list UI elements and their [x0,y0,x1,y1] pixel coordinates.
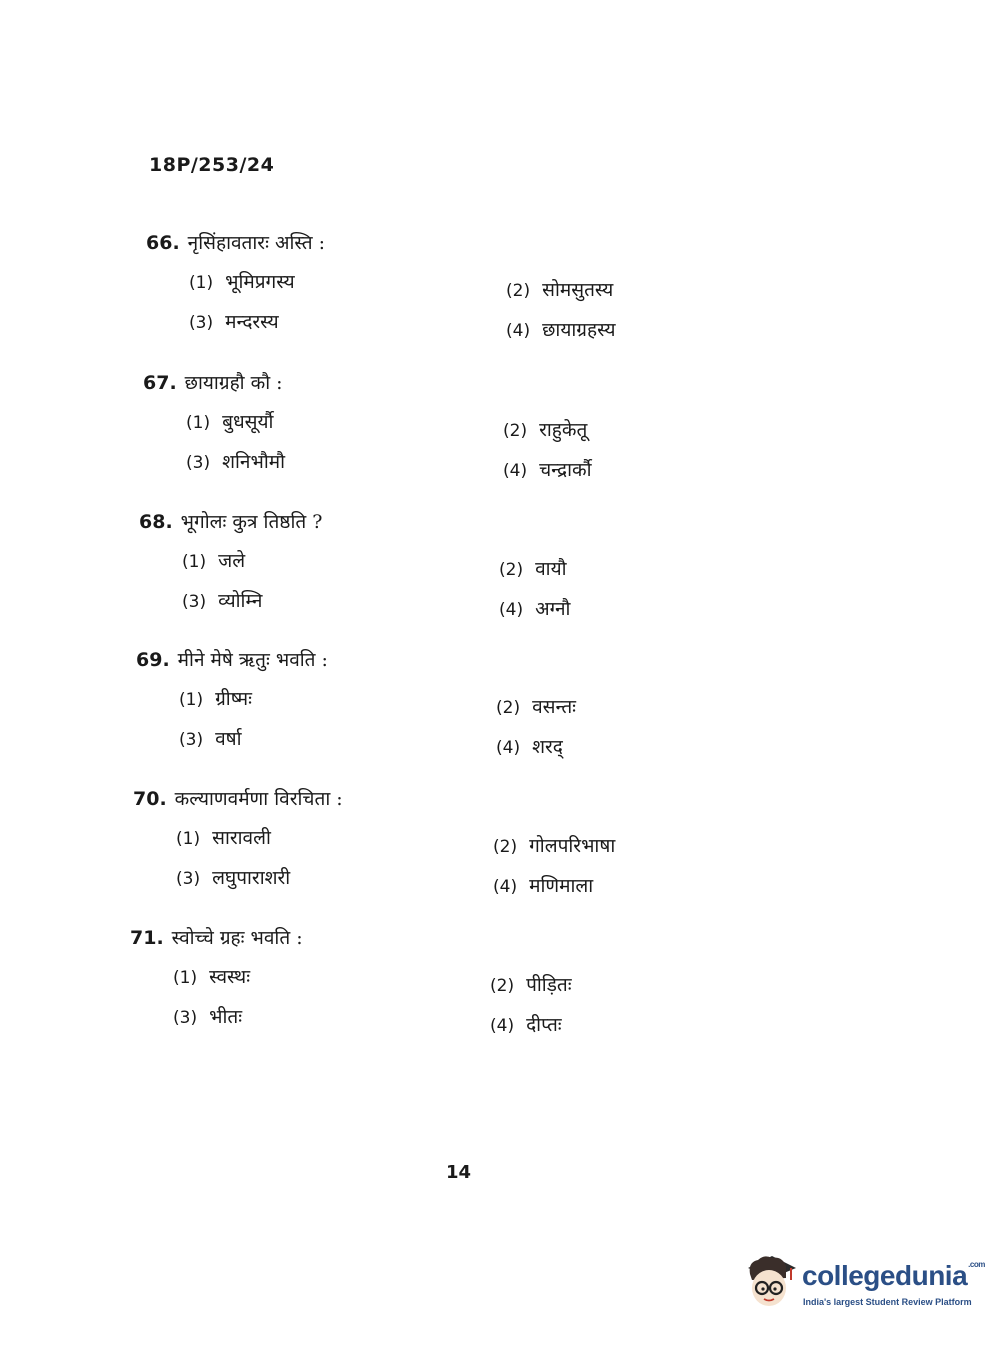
option-text: सोमसुतस्य [542,279,614,301]
option-label: (4) [490,1016,515,1036]
option-text: मन्दरस्य [225,311,279,333]
option-3 [173,1003,242,1029]
option-4 [499,595,570,621]
brand-suffix: .com [968,1260,985,1269]
question-68 [139,508,699,638]
option-label: (1) [179,690,204,710]
option-label: (3) [189,313,214,333]
option-label: (2) [506,281,531,301]
option-text: वर्षा [215,728,242,750]
question-69 [136,646,696,776]
option-text: बुधसूर्यौ [222,411,274,433]
option-label: (2) [503,421,528,441]
option-label: (1) [189,273,214,293]
option-text: व्योम्नि [218,590,263,612]
option-label: (1) [173,968,198,988]
option-3 [186,448,285,474]
option-4 [506,316,616,342]
option-label: (3) [182,592,207,612]
option-1 [186,408,273,434]
option-text: स्वस्थः [209,966,251,988]
question-stem [146,229,325,255]
question-number: 69. [136,649,170,671]
option-4 [496,733,563,759]
option-4 [503,456,592,482]
option-text: भूमिप्रगस्य [225,271,295,293]
mascot-logo-icon [742,1248,798,1310]
option-text: भीतः [209,1006,243,1028]
option-1 [173,963,250,989]
question-stem [136,646,328,672]
option-text: वायौ [535,558,567,580]
question-stem [133,785,343,811]
option-label: (4) [499,600,524,620]
option-3 [182,587,262,613]
question-70 [133,785,693,915]
option-text: जले [218,550,246,572]
question-number: 67. [143,372,177,394]
brand-name: collegedunia$^{.com}$ [802,1260,985,1291]
option-2 [499,555,567,581]
option-text: चन्द्रार्कौ [539,459,592,481]
question-number: 68. [139,511,173,533]
option-2 [503,416,587,442]
option-2 [490,971,572,997]
brand-tagline: India's largest Student Review Platform [803,1297,972,1307]
option-label: (2) [493,837,518,857]
option-text: छायाग्रहस्य [542,319,616,341]
option-2 [493,832,615,858]
option-2 [506,276,613,302]
question-text: नृसिंहावतारः अस्ति : [187,232,326,254]
brand-watermark [742,1248,985,1312]
option-text: ग्रीष्मः [215,688,252,710]
option-4 [493,872,593,898]
option-text: शनिभौमौ [222,451,286,473]
question-text: स्वोच्चे ग्रहः भवति : [171,927,303,949]
option-text: पीड़ितः [526,974,572,996]
option-text: दीप्तः [526,1014,562,1036]
question-text: भूगोलः कुत्र तिष्ठति ? [180,511,323,533]
paper-code: 18P/253/24 [149,154,275,176]
option-text: राहुकेतू [539,419,588,441]
option-1 [189,268,295,294]
option-1 [179,685,252,711]
option-label: (4) [503,461,528,481]
option-label: (1) [186,413,211,433]
option-label: (2) [496,698,521,718]
option-label: (3) [176,869,201,889]
option-text: मणिमाला [529,875,594,897]
option-label: (4) [496,738,521,758]
option-label: (4) [493,877,518,897]
option-3 [179,725,242,751]
option-1 [176,824,271,850]
option-2 [496,693,576,719]
option-3 [176,864,290,890]
option-label: (4) [506,321,531,341]
question-number: 66. [146,232,180,254]
option-text: शरद् [532,736,563,758]
question-text: कल्याणवर्मणा विरचिता : [174,788,343,810]
question-number: 70. [133,788,167,810]
option-text: वसन्तः [532,696,577,718]
page-number: 14 [446,1162,472,1183]
question-text: मीने मेषे ऋतुः भवति : [177,649,328,671]
option-text: गोलपरिभाषा [529,835,616,857]
option-label: (3) [179,730,204,750]
option-3 [189,308,279,334]
option-1 [182,547,245,573]
question-66 [146,229,706,359]
option-label: (1) [176,829,201,849]
question-number: 71. [130,927,164,949]
option-label: (2) [490,976,515,996]
question-67 [143,369,703,499]
option-label: (3) [173,1008,198,1028]
question-stem [143,369,283,395]
option-text: अग्नौ [535,598,571,620]
option-text: सारावली [212,827,271,849]
option-text: लघुपाराशरी [212,867,291,889]
question-stem [130,924,303,950]
option-label: (1) [182,552,207,572]
question-stem [139,508,322,534]
question-71 [130,924,690,1054]
question-text: छायाग्रहौ कौ : [184,372,283,394]
option-label: (2) [499,560,524,580]
option-4 [490,1011,562,1037]
option-label: (3) [186,453,211,473]
